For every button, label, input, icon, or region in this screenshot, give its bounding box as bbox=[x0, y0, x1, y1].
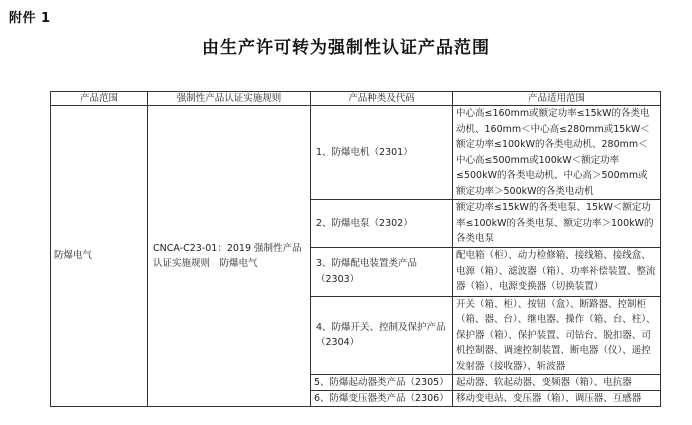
cell-scope: 起动器、软起动器、变频器（箱）、电抗器 bbox=[453, 375, 661, 391]
header-applicable-scope: 产品适用范围 bbox=[453, 92, 661, 106]
cell-category: 3、防爆配电装置类产品（2303） bbox=[311, 247, 453, 296]
header-implementation-rule: 强制性产品认证实施规则 bbox=[148, 92, 311, 106]
attachment-label: 附件 1 bbox=[9, 11, 51, 26]
cell-scope: 移动变电站、变压器（箱）、调压器、互感器 bbox=[453, 391, 661, 407]
cell-scope: 额定功率≤15kW的各类电泵、15kW＜额定功率≤100kW的各类电泵、额定功率＞100kW的各类电泵 bbox=[453, 200, 661, 248]
cell-category: 6、防爆变压器类产品（2306） bbox=[311, 391, 453, 407]
cell-category: 1、防爆电机（2301） bbox=[311, 106, 453, 200]
cell-category: 2、防爆电泵（2302） bbox=[311, 200, 453, 248]
cell-implementation-rule: CNCA-C23-01：2019 强制性产品认证实施规则 防爆电气 bbox=[148, 106, 311, 407]
product-scope-table bbox=[50, 91, 661, 407]
cell-category: 4、防爆开关、控制及保护产品（2304） bbox=[311, 296, 453, 375]
cell-scope: 配电箱（柜）、动力检修箱、接线箱、接线盒、电源（箱）、滤波器（箱）、功率补偿装置、整流器（箱）、电源变换器（切换装置） bbox=[453, 247, 661, 296]
header-category-code: 产品种类及代码 bbox=[311, 92, 453, 106]
page-title: 由生产许可转为强制性认证产品范围 bbox=[202, 38, 490, 58]
table-header-row bbox=[51, 92, 661, 106]
cell-category: 5、防爆起动器类产品（2305） bbox=[311, 375, 453, 391]
cell-product-scope: 防爆电气 bbox=[51, 106, 148, 407]
header-product-scope: 产品范围 bbox=[51, 92, 148, 106]
cell-scope: 开关（箱、柜）、按钮（盒）、断路器、控制柜（箱、器、台）、继电器、操作（箱、台、柱）、保护器（箱）、保护装置、司钻台、脱扣器、司机控制器、调速控制装置、断电器（仪）、遥控发射器（接收器）、斩波器 bbox=[453, 296, 661, 375]
table-row bbox=[51, 106, 661, 200]
cell-scope: 中心高≤160mm或额定功率≤15kW的各类电动机、160mm＜中心高≤280mm或15kW＜额定功率≤100kW的各类电动机、280mm＜中心高≤500mm或100kW＜额定功率≤500kW的各类电动机、中心高＞500mm或额定功率＞500kW的各类电动机 bbox=[453, 106, 661, 200]
